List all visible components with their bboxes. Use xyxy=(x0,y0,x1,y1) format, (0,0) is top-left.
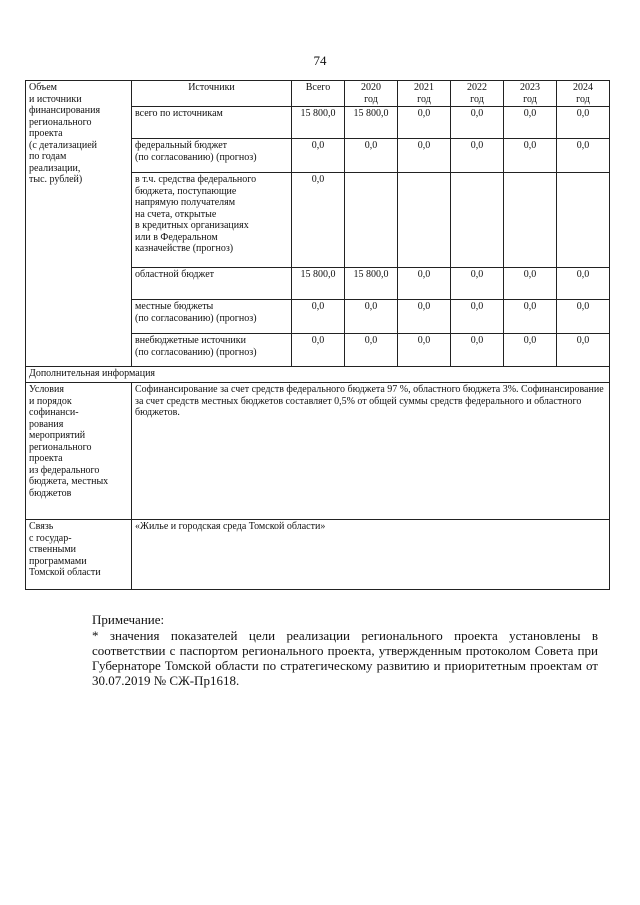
row-value xyxy=(504,173,557,268)
page-number: 74 xyxy=(313,53,327,68)
row-total: 0,0 xyxy=(292,300,345,334)
row-source: областной бюджет xyxy=(132,268,292,300)
row-value xyxy=(451,173,504,268)
conditions-row xyxy=(26,383,610,520)
row-value: 0,0 xyxy=(557,268,610,300)
header-year-2024: 2024 год xyxy=(557,81,610,107)
row-source: местные бюджеты (по согласованию) (прогноз) xyxy=(132,300,292,334)
row-total: 0,0 xyxy=(292,139,345,173)
row-value: 0,0 xyxy=(398,300,451,334)
row-value: 0,0 xyxy=(451,268,504,300)
programs-link-label: Связь с государ- ственными программами Томской области xyxy=(26,520,132,590)
programs-link-text: «Жилье и городская среда Томской области» xyxy=(132,520,610,590)
row-value: 0,0 xyxy=(345,334,398,367)
row-source: всего по источникам xyxy=(132,107,292,139)
row-total: 15 800,0 xyxy=(292,107,345,139)
row-value xyxy=(557,173,610,268)
row-value: 0,0 xyxy=(451,300,504,334)
row-value: 0,0 xyxy=(398,268,451,300)
header-year-2022: 2022 год xyxy=(451,81,504,107)
row-value: 0,0 xyxy=(504,300,557,334)
row-value: 0,0 xyxy=(557,107,610,139)
header-total: Всего xyxy=(292,81,345,107)
funding-side-label: Объем и источники финансирования регионального проекта (с детализацией по годам реализации, тыс. рублей) xyxy=(26,81,132,367)
row-value: 0,0 xyxy=(451,107,504,139)
row-value: 0,0 xyxy=(451,139,504,173)
row-value: 0,0 xyxy=(345,139,398,173)
row-value: 15 800,0 xyxy=(345,268,398,300)
row-total: 15 800,0 xyxy=(292,268,345,300)
row-value: 0,0 xyxy=(398,107,451,139)
row-value: 0,0 xyxy=(504,334,557,367)
row-value: 0,0 xyxy=(504,268,557,300)
row-value: 0,0 xyxy=(345,300,398,334)
row-value: 15 800,0 xyxy=(345,107,398,139)
conditions-text: Софинансирование за счет средств федерального бюджета 97 %, областного бюджета 3%. Софинансирование за счет средств местных бюджетов составляет 0,5% от общей суммы средств федерального и областного бюджетов. xyxy=(132,383,610,520)
row-total: 0,0 xyxy=(292,334,345,367)
additional-info-heading: Дополнительная информация xyxy=(26,367,610,383)
row-value: 0,0 xyxy=(557,139,610,173)
row-total: 0,0 xyxy=(292,173,345,268)
row-source: в т.ч. средства федерального бюджета, поступающие напрямую получателям на счета, открытые в кредитных организациях или в Федеральном казначействе (прогноз) xyxy=(132,173,292,268)
header-year-2020: 2020 год xyxy=(345,81,398,107)
footnote-text: * значения показателей цели реализации регионального проекта установлены в соответствии с паспортом регионального проекта, утвержденным протоколом Совета при Губернаторе Томской области по стратегическому развитию и приоритетным проектам от 30.07.2019 № СЖ-Пр1618. xyxy=(92,628,598,688)
row-value xyxy=(345,173,398,268)
row-value: 0,0 xyxy=(557,334,610,367)
footnote xyxy=(92,612,598,688)
additional-info-row xyxy=(26,367,610,383)
footnote-title: Примечание: xyxy=(92,612,165,627)
row-value: 0,0 xyxy=(451,334,504,367)
row-value: 0,0 xyxy=(557,300,610,334)
row-value xyxy=(398,173,451,268)
row-source: федеральный бюджет (по согласованию) (прогноз) xyxy=(132,139,292,173)
row-value: 0,0 xyxy=(398,139,451,173)
programs-link-row xyxy=(26,520,610,590)
conditions-label: Условия и порядок софинанси- рования мероприятий регионального проекта из федерального бюджета, местных бюджетов xyxy=(26,383,132,520)
row-source: внебюджетные источники (по согласованию) (прогноз) xyxy=(132,334,292,367)
header-year-2023: 2023 год xyxy=(504,81,557,107)
row-value: 0,0 xyxy=(398,334,451,367)
header-sources: Источники xyxy=(132,81,292,107)
funding-table xyxy=(25,80,610,590)
row-value: 0,0 xyxy=(504,107,557,139)
row-value: 0,0 xyxy=(504,139,557,173)
table-header-row xyxy=(26,81,610,107)
header-year-2021: 2021 год xyxy=(398,81,451,107)
